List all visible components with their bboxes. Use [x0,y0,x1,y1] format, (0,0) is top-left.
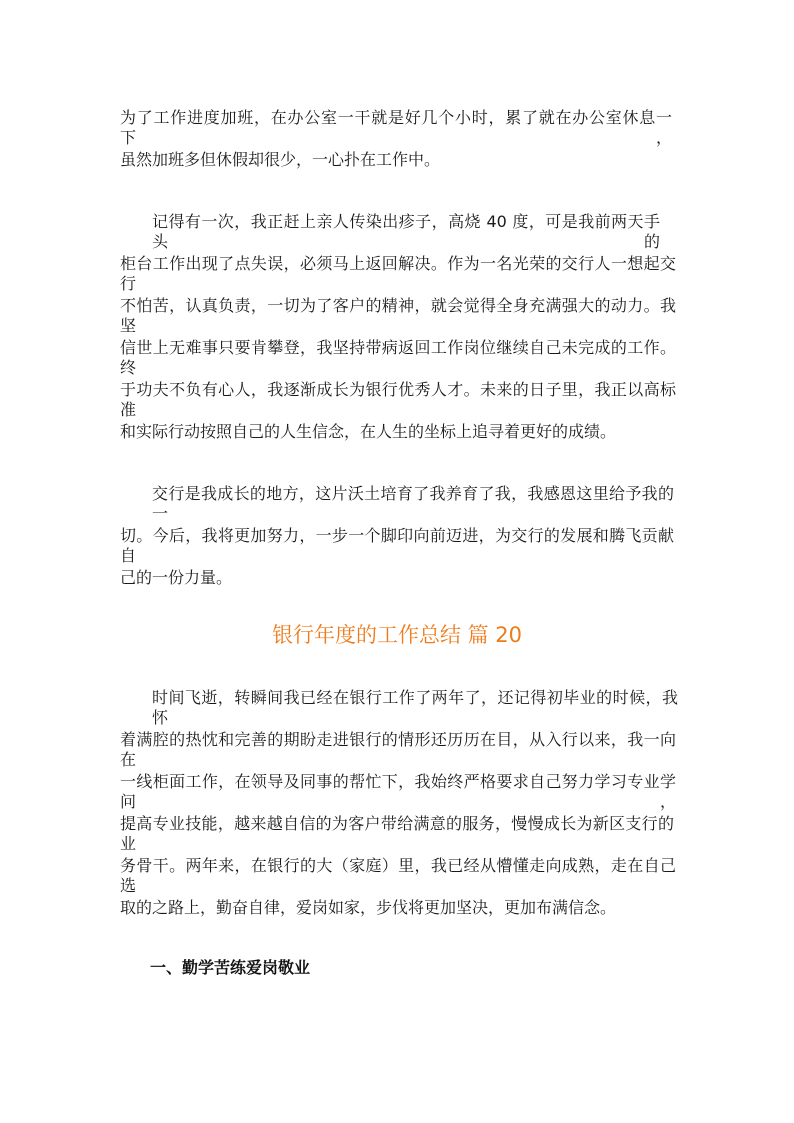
section-title: 银行年度的工作总结 篇 20 [271,623,523,647]
paragraph-3-line-3: 己的一份力量。 [120,568,233,587]
paragraph-4-line-4: 提高专业技能，越来越自信的为客户带给满意的服务，慢慢成长为新区支行的业 [120,814,674,853]
paragraph-4-line-1: 时间飞逝，转瞬间我已经在银行工作了两年了，还记得初毕业的时候，我怀 [152,688,678,727]
paragraph-2-line-5: 于功夫不负有心人，我逐渐成长为银行优秀人才。未来的日子里，我正以高标准 [120,380,676,419]
paragraph-3-line-1: 交行是我成长的地方，这片沃土培育了我养育了我，我感恩这里给予我的一 [152,484,674,523]
paragraph-4-line-6: 取的之路上，勤奋自律，爱岗如家，步伐将更加坚决，更加布满信念。 [120,898,617,917]
paragraph-2-line-1: 记得有一次，我正赶上亲人传染出疹子，高烧 40 度，可是我前两天手头的 [152,212,660,251]
paragraph-1-line-1: 为了工作进度加班，在办公室一干就是好几个小时，累了就在办公室休息一下， [120,108,672,147]
paragraph-2-line-3: 不怕苦，认真负责，一切为了客户的精神，就会觉得全身充满强大的动力。我坚 [120,296,676,335]
paragraph-4-line-3: 一线柜面工作，在领导及同事的帮忙下，我始终严格要求自己努力学习专业学问， [120,772,676,811]
paragraph-2-line-6: 和实际行动按照自己的人生信念，在人生的坐标上追寻着更好的成绩。 [120,422,617,441]
paragraph-3-line-2: 切。今后，我将更加努力，一步一个脚印向前迈进，为交行的发展和腾飞贡献自 [120,526,674,565]
subheading: 一、勤学苦练爱岗敬业 [150,958,311,977]
paragraph-2-line-4: 信世上无难事只要肯攀登，我坚持带病返回工作岗位继续自己未完成的工作。终 [120,338,676,377]
paragraph-2-line-2: 柜台工作出现了点失误，必须马上返回解决。作为一名光荣的交行人一想起交行 [120,254,676,293]
paragraph-1-line-2: 虽然加班多但休假却很少，一心扑在工作中。 [120,150,441,169]
paragraph-4-line-5: 务骨干。两年来，在银行的大（家庭）里，我已经从懵懂走向成熟，走在自己选 [120,856,676,895]
paragraph-4-line-2: 着满腔的热忱和完善的期盼走进银行的情形还历历在目，从入行以来，我一向在 [120,730,676,769]
